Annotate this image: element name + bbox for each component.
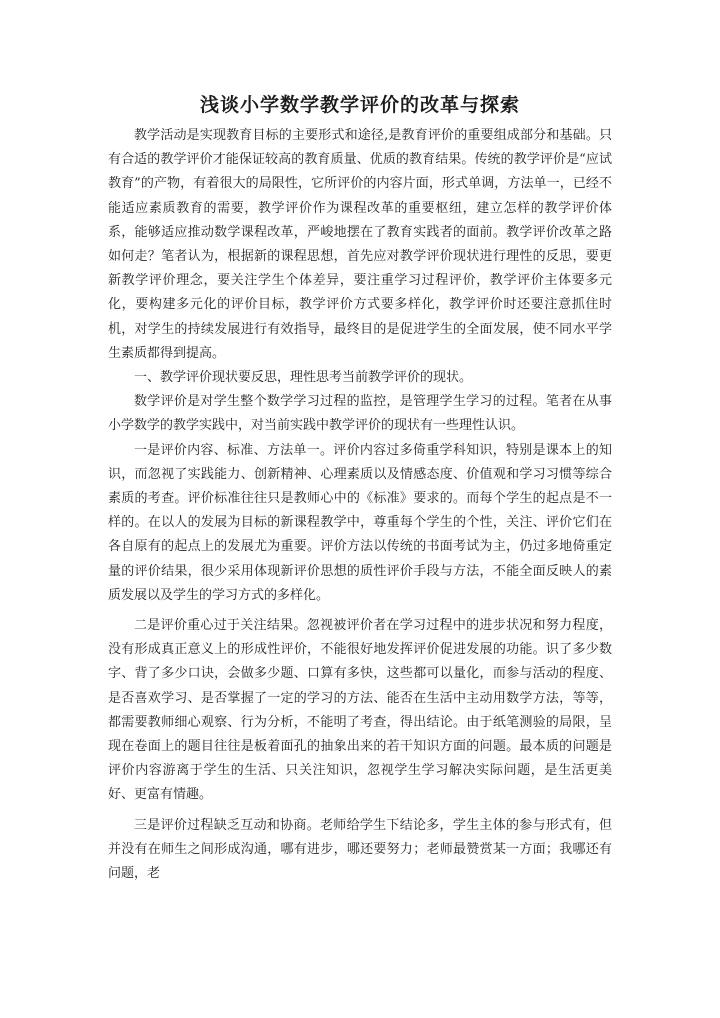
- paragraph-point-one: 一是评价内容、标准、方法单一。评价内容过多倚重学科知识，特别是课本上的知识，而忽视了实践能力、创新精神、心理素质以及情感态度、价值观和学习习惯等综合素质的考查。评价标准往往只是教师心中的《标准》要求的。而每个学生的起点是不一样的。在以人的发展为目标的新课程教学中，尊重每个学生的个性，关注、评价它们在各自原有的起点上的发展尤为重要。评价方法以传统的书面考试为主，仍过多地倚重定量的评价结果，很少采用体现新评价思想的质性评价手段与方法，不能全面反映人的素质发展以及学生的学习方式的多样化。: [108, 442, 612, 603]
- document-title: 浅谈小学数学教学评价的改革与探索: [199, 94, 520, 116]
- paragraph-intro: 教学活动是实现教育目标的主要形式和途径,是教育评价的重要组成部分和基础。只有合适的教学评价才能保证较高的教育质量、优质的教育结果。传统的教学评价是“应试教育”的产物，有着很大的局限性，它所评价的内容片面，形式单调，方法单一，已经不能适应素质教育的需要，教学评价作为课程改革的重要枢纽，建立怎样的教学评价体系，能够适应推动数学课程改革，严峻地摆在了教育实践者的面前。教学评价改革之路如何走？笔者认为，根据新的课程思想，首先应对教学评价现状进行理性的反思，要更新教学评价理念，要关注学生个体差异，要注重学习过程评价，教学评价主体要多元化，要构建多元化的评价目标，教学评价方式要多样化，教学评价时还要注意抓住时机，对学生的持续发展进行有效指导，最终目的是促进学生的全面发展，使不同水平学生素质都得到提高。: [108, 128, 612, 361]
- paragraph-point-three: 三是评价过程缺乏互动和协商。老师给学生下结论多，学生主体的参与形式有，但并没有在师生之间形成沟通，哪有进步，哪还要努力；老师最赞赏某一方面；我哪还有问题，老: [108, 817, 612, 882]
- paragraph-section-heading: 一、教学评价现状要反思，理性思考当前教学评价的现状。: [134, 370, 473, 386]
- document-body: [108, 124, 612, 886]
- paragraph-point-two: 二是评价重心过于关注结果。忽视被评价者在学习过程中的进步状况和努力程度，没有形成真正意义上的形成性评价，不能很好地发挥评价促进发展的功能。识了多少数字、背了多少口诀，会做多少题、口算有多快，这些都可以量化，而参与活动的程度、是否喜欢学习、是否掌握了一定的学习的方法、能否在生活中主动用数学方法，等等，都需要教师细心观察、行为分析，不能明了考查，得出结论。由于纸笔测验的局限，呈现在卷面上的题目往往是板着面孔的抽象出来的若干知识方面的问题。最本质的问题是评价内容游离于学生的生活、只关注知识，忽视学生学习解决实际问题，是生活更美好、更富有情趣。: [108, 618, 612, 803]
- paragraph-overview: 数学评价是对学生整个数学学习过程的监控，是管理学生学习的过程。笔者在从事小学数学的教学实践中，对当前实践中教学评价的现状有一些理性认识。: [108, 394, 612, 434]
